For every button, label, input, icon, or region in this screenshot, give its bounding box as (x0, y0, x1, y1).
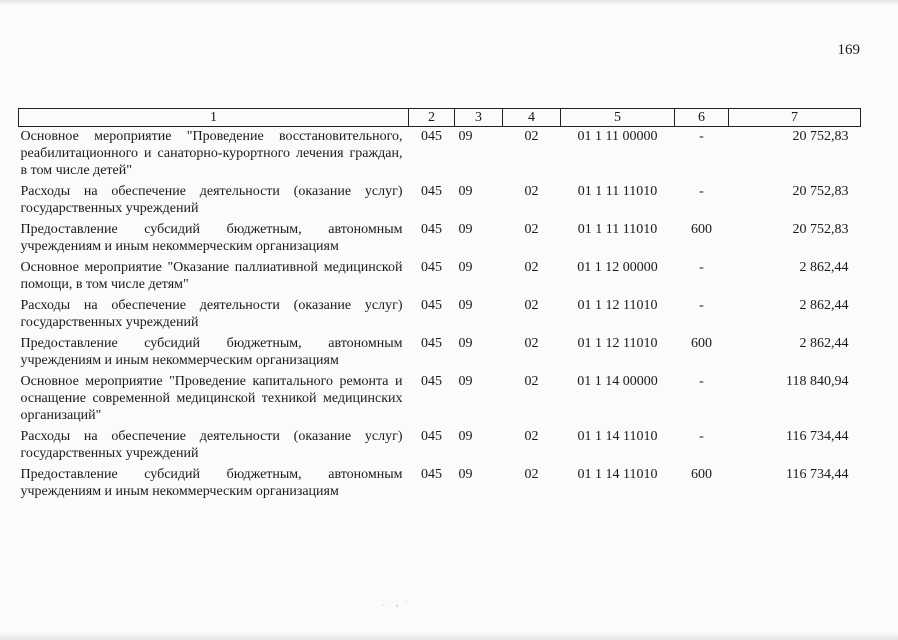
subsection-detail-cell: 02 (524, 184, 539, 199)
target-code-cell: 01 1 11 00000 (577, 129, 658, 144)
row-name-cell: Предоставление субсидий бюджетным, автономным учреждениям и иным некоммерческим организациям (20, 467, 403, 499)
subsection-detail-cell: 02 (524, 129, 539, 144)
expense-type-cell: - (699, 374, 704, 389)
table-row (19, 182, 861, 220)
column-header: 6 (675, 109, 729, 127)
expense-type-cell: 600 (691, 222, 712, 237)
section-code-cell: 045 (421, 336, 442, 351)
subsection-code-cell: 09 (458, 429, 473, 444)
table-row (19, 258, 861, 296)
column-header: 5 (561, 109, 675, 127)
subsection-detail-cell: 02 (524, 260, 539, 275)
amount-cell: 20 752,83 (792, 222, 849, 237)
target-code-cell: 01 1 12 11010 (577, 298, 658, 313)
target-code-cell: 01 1 14 00000 (577, 374, 658, 389)
scan-edge-top (0, 0, 898, 6)
row-name-cell: Расходы на обеспечение деятельности (оказание услуг) государственных учреждений (20, 184, 403, 216)
subsection-detail-cell: 02 (524, 222, 539, 237)
subsection-detail-cell: 02 (524, 467, 539, 482)
row-name-cell: Предоставление субсидий бюджетным, автономным учреждениям и иным некоммерческим организациям (20, 222, 403, 254)
scan-smudge: ∙ ˙‹ ˙ (382, 600, 410, 610)
column-header: 4 (503, 109, 561, 127)
section-code-cell: 045 (421, 184, 442, 199)
column-header: 3 (455, 109, 503, 127)
amount-cell: 2 862,44 (799, 336, 849, 351)
expense-type-cell: 600 (691, 336, 712, 351)
row-name-cell: Основное мероприятие "Проведение капитального ремонта и оснащение современной медицинской техникой медицинских организаций" (20, 374, 403, 423)
section-code-cell: 045 (421, 374, 442, 389)
page-number: 169 (837, 42, 860, 58)
row-name-cell: Основное мероприятие "Проведение восстановительного, реабилитационного и санаторно-курортного лечения граждан, в том числе детей" (20, 129, 403, 178)
section-code-cell: 045 (421, 222, 442, 237)
amount-cell: 20 752,83 (792, 129, 849, 144)
target-code-cell: 01 1 12 00000 (577, 260, 658, 275)
table-row (19, 220, 861, 258)
target-code-cell: 01 1 14 11010 (577, 467, 658, 482)
amount-cell: 20 752,83 (792, 184, 849, 199)
table-row (19, 127, 861, 183)
expense-type-cell: - (699, 129, 704, 144)
subsection-code-cell: 09 (458, 467, 473, 482)
amount-cell: 116 734,44 (786, 429, 849, 444)
expense-type-cell: - (699, 429, 704, 444)
expense-type-cell: - (699, 260, 704, 275)
expense-type-cell: - (699, 184, 704, 199)
amount-cell: 2 862,44 (799, 260, 849, 275)
row-name-cell: Расходы на обеспечение деятельности (оказание услуг) государственных учреждений (20, 298, 403, 330)
subsection-code-cell: 09 (458, 298, 473, 313)
section-code-cell: 045 (421, 467, 442, 482)
column-number-row (19, 109, 861, 127)
section-code-cell: 045 (421, 129, 442, 144)
subsection-detail-cell: 02 (524, 374, 539, 389)
subsection-detail-cell: 02 (524, 298, 539, 313)
subsection-detail-cell: 02 (524, 429, 539, 444)
target-code-cell: 01 1 11 11010 (577, 222, 658, 237)
amount-cell: 116 734,44 (786, 467, 849, 482)
subsection-code-cell: 09 (458, 184, 473, 199)
target-code-cell: 01 1 12 11010 (577, 336, 658, 351)
row-name-cell: Предоставление субсидий бюджетным, автономным учреждениям и иным некоммерческим организациям (20, 336, 403, 368)
budget-table (18, 108, 861, 503)
target-code-cell: 01 1 14 11010 (577, 429, 658, 444)
scan-edge-bottom (0, 632, 898, 640)
section-code-cell: 045 (421, 260, 442, 275)
section-code-cell: 045 (421, 298, 442, 313)
subsection-code-cell: 09 (458, 260, 473, 275)
column-header: 1 (19, 109, 409, 127)
target-code-cell: 01 1 11 11010 (577, 184, 658, 199)
table-row (19, 334, 861, 372)
expense-type-cell: 600 (691, 467, 712, 482)
subsection-code-cell: 09 (458, 374, 473, 389)
table-row (19, 372, 861, 427)
subsection-code-cell: 09 (458, 336, 473, 351)
expense-type-cell: - (699, 298, 704, 313)
column-header: 7 (729, 109, 861, 127)
table-row (19, 427, 861, 465)
subsection-detail-cell: 02 (524, 336, 539, 351)
column-header: 2 (409, 109, 455, 127)
subsection-code-cell: 09 (458, 129, 473, 144)
row-name-cell: Расходы на обеспечение деятельности (оказание услуг) государственных учреждений (20, 429, 403, 461)
subsection-code-cell: 09 (458, 222, 473, 237)
section-code-cell: 045 (421, 429, 442, 444)
amount-cell: 2 862,44 (799, 298, 849, 313)
row-name-cell: Основное мероприятие "Оказание паллиативной медицинской помощи, в том числе детям" (20, 260, 403, 292)
amount-cell: 118 840,94 (786, 374, 849, 389)
table-row (19, 296, 861, 334)
table-row (19, 465, 861, 503)
